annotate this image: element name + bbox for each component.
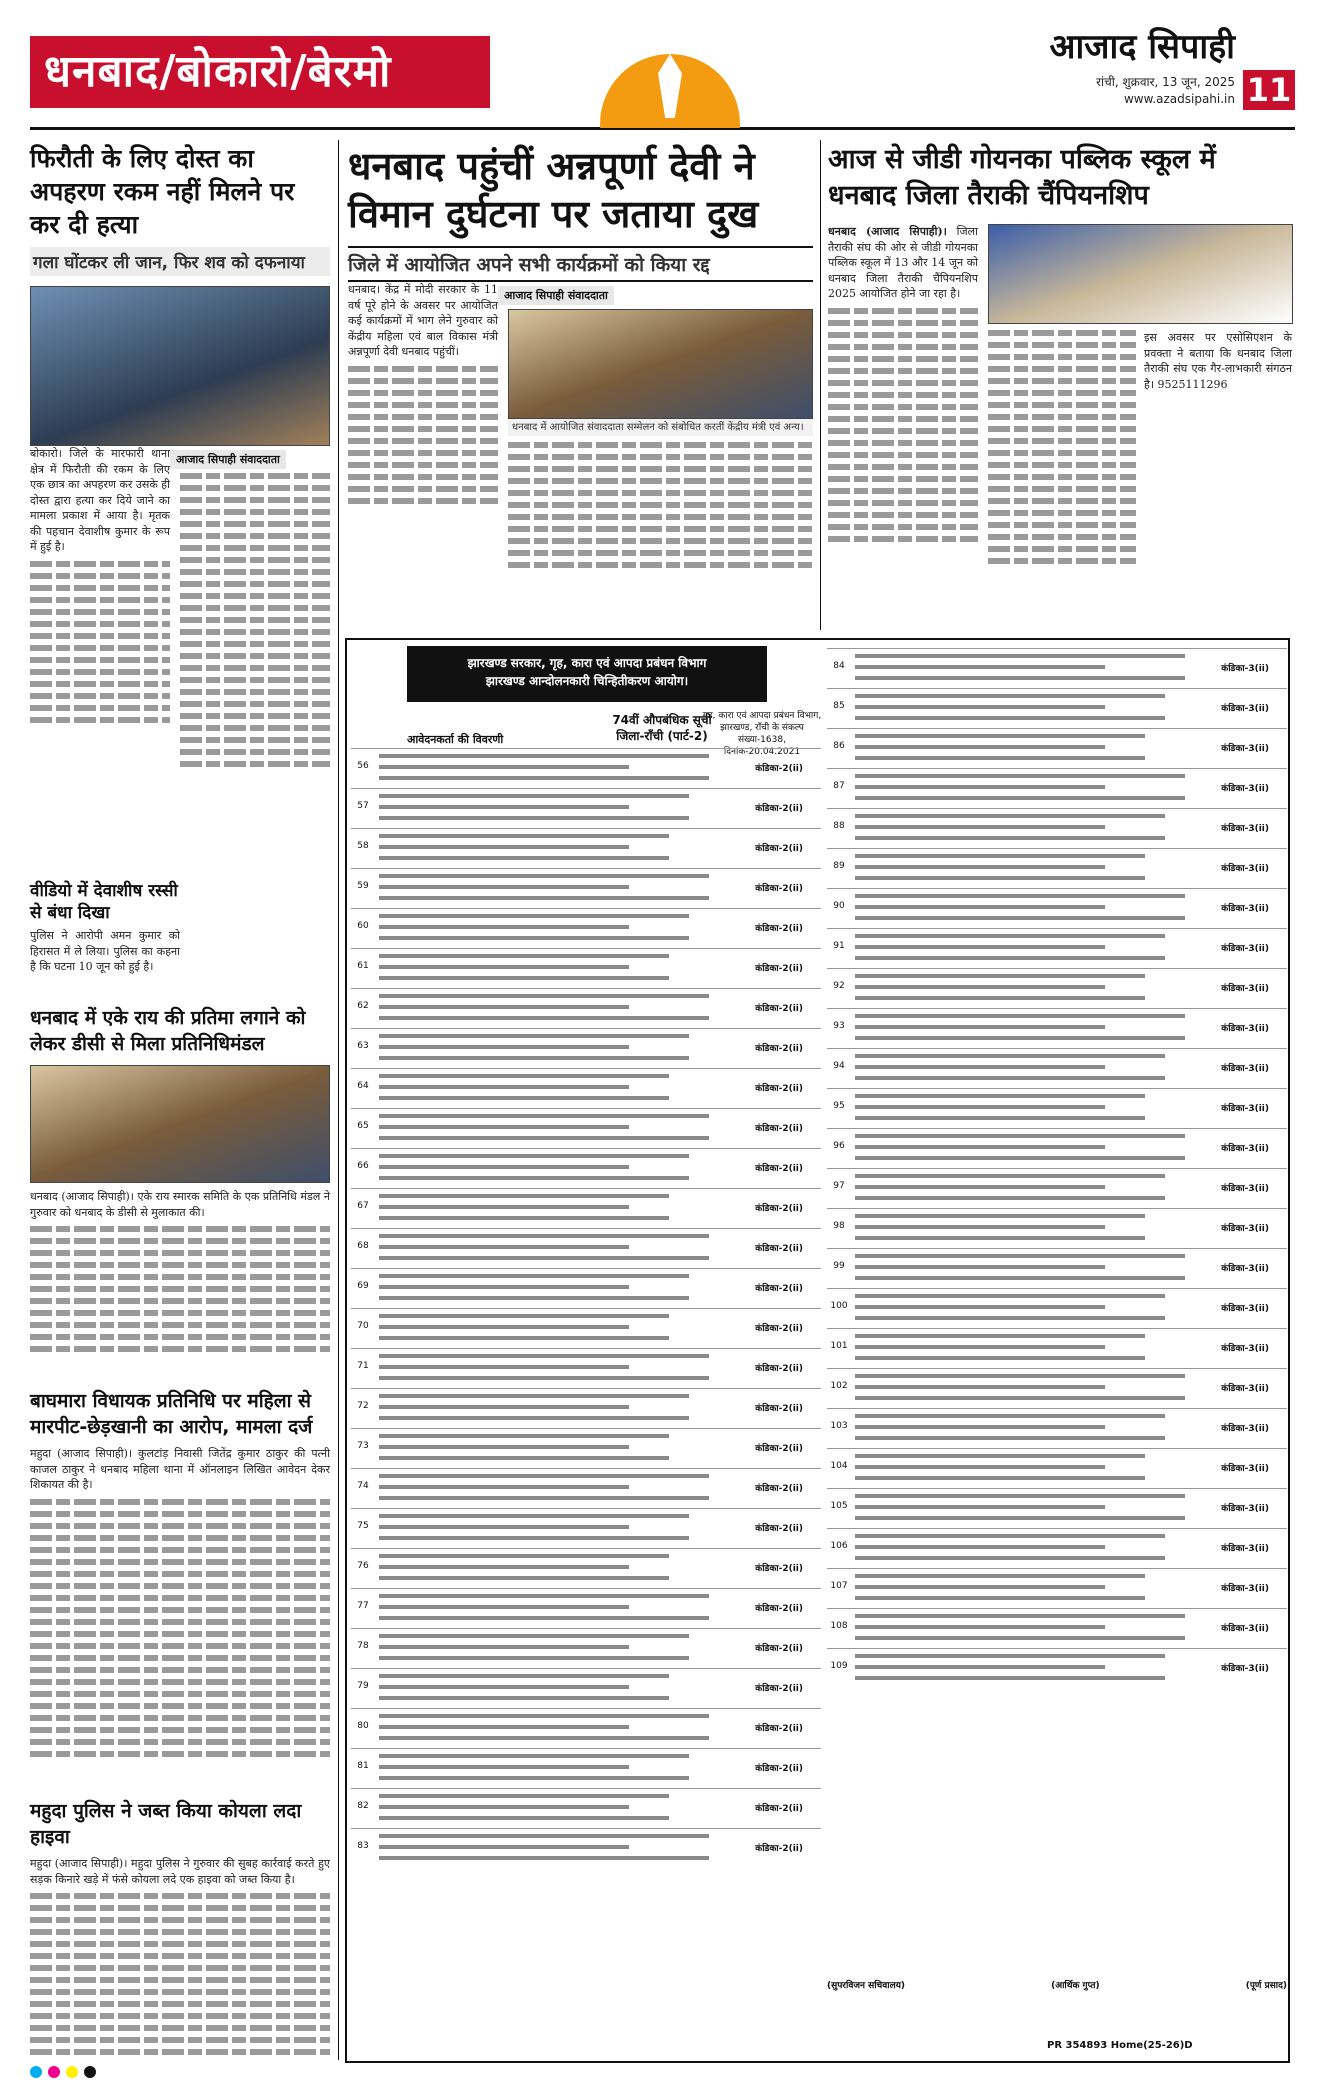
story1-subhead: गला घोंटकर ली जान, फिर शव को दफनाया	[30, 247, 330, 276]
story-kidnapping	[30, 142, 330, 773]
notice-row-category: कंडिका-2(ii)	[755, 1524, 803, 1534]
notice-row-number: 69	[357, 1281, 369, 1291]
notice-row-category: कंडिका-3(ii)	[1221, 1664, 1269, 1674]
notice-row-number: 63	[357, 1041, 369, 1051]
story3-body	[828, 224, 978, 570]
notice-ref: गृह, कारा एवं आपदा प्रबंधन विभाग, झारखण्ड, राँची के संकल्प संख्या-1638, दिनांक-20.04.2021	[702, 711, 822, 757]
notice-row	[351, 988, 821, 1028]
story3-contact: 9525111296	[1157, 377, 1228, 391]
notice-row-category: कंडिका-3(ii)	[1221, 1544, 1269, 1554]
notice-row-category: कंडिका-2(ii)	[755, 764, 803, 774]
notice-row-category: कंडिका-2(ii)	[755, 1324, 803, 1334]
notice-row	[351, 1468, 821, 1508]
notice-row-category: कंडिका-2(ii)	[755, 884, 803, 894]
notice-row-category: कंडिका-2(ii)	[755, 924, 803, 934]
notice-row-category: कंडिका-2(ii)	[755, 1564, 803, 1574]
notice-row-number: 87	[833, 781, 845, 791]
notice-row	[827, 808, 1287, 848]
notice-header-line1: झारखण्ड सरकार, गृह, कारा एवं आपदा प्रबंधन विभाग	[467, 656, 707, 670]
notice-row-category: कंडिका-2(ii)	[755, 1684, 803, 1694]
notice-row-number: 58	[357, 841, 369, 851]
story3-photo	[988, 224, 1293, 324]
story4-headline: धनबाद में एके राय की प्रतिमा लगाने को लेकर डीसी से मिला प्रतिनिधिमंडल	[30, 1007, 306, 1055]
notice-row	[827, 1088, 1287, 1128]
notice-row-category: कंडिका-3(ii)	[1221, 1384, 1269, 1394]
notice-row	[351, 1668, 821, 1708]
story1-sub2	[30, 880, 180, 975]
notice-list-title: 74वीं औपबंधिक सूची	[612, 713, 712, 727]
notice-row-number: 105	[830, 1501, 848, 1511]
notice-row-category: कंडिका-2(ii)	[755, 1844, 803, 1854]
notice-row-category: कंडिका-2(ii)	[755, 1764, 803, 1774]
story5-headline: बाघमारा विधायक प्रतिनिधि पर महिला से मारपीट-छेड़खानी का आरोप, मामला दर्ज	[30, 1390, 313, 1438]
notice-row-category: कंडिका-2(ii)	[755, 1004, 803, 1014]
notice-row-category: कंडिका-3(ii)	[1221, 1304, 1269, 1314]
notice-row-number: 73	[357, 1441, 369, 1451]
notice-row-category: कंडिका-2(ii)	[755, 1604, 803, 1614]
notice-row	[827, 1328, 1287, 1368]
notice-row-number: 102	[830, 1381, 848, 1391]
notice-row-category: कंडिका-2(ii)	[755, 1284, 803, 1294]
notice-row-number: 74	[357, 1481, 369, 1491]
story4-photo	[30, 1065, 330, 1183]
notice-row-category: कंडिका-3(ii)	[1221, 744, 1269, 754]
notice-row	[351, 1708, 821, 1748]
notice-row-category: कंडिका-3(ii)	[1221, 944, 1269, 954]
section-title: धनबाद/बोकारो/बेरमो	[30, 36, 490, 108]
page-number: 11	[1243, 70, 1295, 110]
notice-row-number: 79	[357, 1681, 369, 1691]
notice-row-number: 70	[357, 1321, 369, 1331]
notice-row	[351, 1828, 821, 1868]
story-swimming	[828, 142, 1293, 570]
notice-row	[351, 1348, 821, 1388]
notice-row-number: 59	[357, 881, 369, 891]
notice-row-category: कंडिका-3(ii)	[1221, 704, 1269, 714]
notice-row-number: 77	[357, 1601, 369, 1611]
notice-row-number: 76	[357, 1561, 369, 1571]
story1-sub2-body: पुलिस ने आरोपी अमन कुमार को हिरासत में ले लिया। पुलिस का कहना है कि घटना 10 जून को हुई है।	[30, 929, 180, 973]
notice-row-category: कंडिका-2(ii)	[755, 1724, 803, 1734]
notice-row-number: 67	[357, 1201, 369, 1211]
notice-row-number: 82	[357, 1801, 369, 1811]
notice-row-category: कंडिका-3(ii)	[1221, 784, 1269, 794]
notice-pr-number: PR 354893 Home(25-26)D	[1047, 2040, 1193, 2051]
notice-row	[351, 1748, 821, 1788]
notice-row-category: कंडिका-2(ii)	[755, 1124, 803, 1134]
date-text: रांची, शुक्रवार, 13 जून, 2025	[1096, 75, 1235, 89]
notice-row-number: 104	[830, 1461, 848, 1471]
notice-row-category: कंडिका-3(ii)	[1221, 1104, 1269, 1114]
story3-headline: आज से जीडी गोयनका पब्लिक स्कूल में धनबाद जिला तैराकी चैंपियनशिप	[828, 144, 1216, 211]
notice-row-number: 71	[357, 1361, 369, 1371]
story-coal	[30, 1798, 330, 2061]
masthead	[30, 22, 1295, 130]
notice-header	[407, 646, 767, 702]
story1-photo	[30, 286, 330, 446]
story1-sub2-headline: वीडियो में देवाशीष रस्सी से बंधा दिखा	[30, 881, 178, 923]
story1-byline: आजाद सिपाही संवाददाता	[170, 450, 286, 469]
notice-row-category: कंडिका-3(ii)	[1221, 824, 1269, 834]
notice-row	[351, 1588, 821, 1628]
notice-row-category: कंडिका-2(ii)	[755, 1204, 803, 1214]
notice-row	[351, 1228, 821, 1268]
notice-row-number: 95	[833, 1101, 845, 1111]
notice-row-category: कंडिका-2(ii)	[755, 1044, 803, 1054]
notice-row	[827, 1128, 1287, 1168]
notice-row	[351, 1388, 821, 1428]
notice-rows-left	[351, 748, 821, 1868]
notice-row-category: कंडिका-2(ii)	[755, 964, 803, 974]
notice-row-category: कंडिका-2(ii)	[755, 1244, 803, 1254]
notice-row	[827, 888, 1287, 928]
notice-row	[351, 1188, 821, 1228]
notice-row	[351, 868, 821, 908]
notice-row-category: कंडिका-3(ii)	[1221, 1224, 1269, 1234]
notice-row-number: 101	[830, 1341, 848, 1351]
notice-row	[351, 1148, 821, 1188]
notice-row-number: 96	[833, 1141, 845, 1151]
story3-body2-text: इस अवसर पर एसोसिएशन के प्रवक्ता ने बताया कि धनबाद जिला तैराकी संघ एक गैर-लाभकारी संगठन है।	[1144, 331, 1292, 391]
notice-row	[827, 1208, 1287, 1248]
notice-row	[827, 1008, 1287, 1048]
notice-row-number: 93	[833, 1021, 845, 1031]
notice-row-number: 86	[833, 741, 845, 751]
notice-row-category: कंडिका-2(ii)	[755, 804, 803, 814]
notice-row-number: 80	[357, 1721, 369, 1731]
notice-row	[351, 1308, 821, 1348]
notice-row	[827, 768, 1287, 808]
notice-row	[827, 1288, 1287, 1328]
notice-row-number: 107	[830, 1581, 848, 1591]
notice-signatories	[827, 1980, 1287, 1993]
notice-row-category: कंडिका-2(ii)	[755, 1644, 803, 1654]
notice-row-category: कंडिका-3(ii)	[1221, 1064, 1269, 1074]
notice-row-number: 106	[830, 1541, 848, 1551]
notice-row-category: कंडिका-3(ii)	[1221, 904, 1269, 914]
story3-body2	[1144, 330, 1292, 570]
brand-name: आजाद सिपाही	[1049, 27, 1235, 67]
notice-row	[827, 1488, 1287, 1528]
notice-row-category: कंडिका-2(ii)	[755, 1084, 803, 1094]
notice-row-number: 78	[357, 1641, 369, 1651]
notice-row-number: 75	[357, 1521, 369, 1531]
story1-body: बोकारो। जिले के मारफारी थाना क्षेत्र में फिरौती की रकम के लिए एक छात्र का अपहरण कर उसके ही दोस्त द्वारा हत्या कर दिये जाने का मामला प्रकाश में आया है। मृतक की पहचान देवाशीष कुमार के रूप में हुई है।	[30, 447, 170, 553]
notice-row-category: कंडिका-2(ii)	[755, 1444, 803, 1454]
notice-signatory: (पूर्ण प्रसाद)	[1245, 1981, 1287, 1991]
notice-row-number: 65	[357, 1121, 369, 1131]
notice-row	[827, 1168, 1287, 1208]
color-registration-marks	[30, 2066, 96, 2078]
notice-row	[351, 1628, 821, 1668]
notice-row	[827, 728, 1287, 768]
notice-row	[351, 1548, 821, 1588]
notice-row-category: कंडिका-2(ii)	[755, 1404, 803, 1414]
notice-row	[351, 1028, 821, 1068]
notice-signatory: (सुपरविजन सचिवालय)	[827, 1981, 906, 1991]
notice-row-category: कंडिका-3(ii)	[1221, 1504, 1269, 1514]
story6-headline: महुदा पुलिस ने जब्त किया कोयला लदा हाइवा	[30, 1800, 302, 1848]
notice-col-header: आवेदनकर्ता की विवरणी	[407, 733, 504, 746]
story-baghmara	[30, 1388, 330, 1763]
notice-row-number: 68	[357, 1241, 369, 1251]
notice-row	[827, 848, 1287, 888]
story-ak-roy	[30, 1005, 330, 1358]
notice-row-number: 72	[357, 1401, 369, 1411]
notice-row	[351, 748, 821, 788]
notice-row	[351, 1428, 821, 1468]
notice-row	[351, 1788, 821, 1828]
story2-subhead: जिले में आयोजित अपने सभी कार्यक्रमों को किया रद्द	[348, 246, 813, 282]
notice-row-number: 108	[830, 1621, 848, 1631]
notice-row	[827, 1368, 1287, 1408]
notice-row-number: 99	[833, 1261, 845, 1271]
notice-row-number: 90	[833, 901, 845, 911]
notice-row-number: 109	[830, 1661, 848, 1671]
notice-row-number: 88	[833, 821, 845, 831]
notice-row-number: 89	[833, 861, 845, 871]
story6-body: महुदा (आजाद सिपाही)। महुदा पुलिस ने गुरुवार की सुबह कार्रवाई करते हुए सड़क किनारे खड़े में फंसे कोयला लदे एक हाइवा को जब्त किया है।	[30, 1857, 330, 1886]
notice-row	[827, 1648, 1287, 1688]
notice-row-number: 60	[357, 921, 369, 931]
story3-byline: धनबाद (आजाद सिपाही)।	[828, 225, 947, 238]
notice-row	[351, 948, 821, 988]
notice-row-category: कंडिका-3(ii)	[1221, 1344, 1269, 1354]
dateline	[1096, 74, 1235, 108]
notice-row-category: कंडिका-3(ii)	[1221, 984, 1269, 994]
notice-row	[827, 1608, 1287, 1648]
notice-signatory: (आर्थिक गुप्त)	[1051, 1981, 1100, 1991]
notice-row-category: कंडिका-2(ii)	[755, 1804, 803, 1814]
notice-row-number: 57	[357, 801, 369, 811]
notice-row-number: 64	[357, 1081, 369, 1091]
notice-rows-right	[827, 648, 1287, 1688]
notice-row-number: 100	[830, 1301, 848, 1311]
notice-row	[351, 828, 821, 868]
notice-row-number: 56	[357, 761, 369, 771]
notice-row-number: 83	[357, 1841, 369, 1851]
notice-row	[351, 1508, 821, 1548]
notice-row-category: कंडिका-3(ii)	[1221, 1464, 1269, 1474]
notice-row-number: 97	[833, 1181, 845, 1191]
story2-body: धनबाद। केंद्र में मोदी सरकार के 11 वर्ष पूरे होने के अवसर पर आयोजित कई कार्यक्रमों में भाग लेने गुरुवार को केंद्रीय महिला एवं बाल विकास मंत्री अन्नपूर्णा देवी धनबाद पहुंचीं।	[348, 283, 498, 358]
notice-header-line2: झारखण्ड आन्दोलनकारी चिन्हितीकरण आयोग।	[485, 674, 689, 688]
notice-row	[351, 1068, 821, 1108]
notice-row-category: कंडिका-3(ii)	[1221, 864, 1269, 874]
story2-photo	[508, 309, 813, 419]
notice-row-category: कंडिका-2(ii)	[755, 1164, 803, 1174]
notice-row-number: 92	[833, 981, 845, 991]
sun-logo-icon	[600, 32, 740, 128]
notice-row	[827, 1528, 1287, 1568]
notice-row	[827, 1568, 1287, 1608]
notice-row	[827, 1408, 1287, 1448]
notice-row-category: कंडिका-3(ii)	[1221, 1144, 1269, 1154]
story1-headline: फिरौती के लिए दोस्त का अपहरण रकम नहीं मिलने पर कर दी हत्या	[30, 144, 295, 239]
story4-body: धनबाद (आजाद सिपाही)। एके राय स्मारक समिति के एक प्रतिनिधि मंडल ने गुरुवार को धनबाद के डीसी से मुलाकात की।	[30, 1190, 330, 1219]
notice-row-number: 81	[357, 1761, 369, 1771]
website-text: www.azadsipahi.in	[1123, 92, 1235, 106]
notice-row-number: 84	[833, 661, 845, 671]
notice-row-number: 98	[833, 1221, 845, 1231]
notice-row-category: कंडिका-3(ii)	[1221, 1184, 1269, 1194]
notice-row-category: कंडिका-3(ii)	[1221, 1584, 1269, 1594]
notice-row	[827, 1448, 1287, 1488]
notice-row-category: कंडिका-3(ii)	[1221, 1624, 1269, 1634]
notice-row	[827, 688, 1287, 728]
notice-row-number: 94	[833, 1061, 845, 1071]
story-annapurna	[348, 142, 813, 574]
story2-caption: धनबाद में आयोजित संवाददाता सम्मेलन को संबोधित करतीं केंद्रीय मंत्री एवं अन्य।	[508, 419, 813, 436]
notice-row	[827, 928, 1287, 968]
notice-row-number: 66	[357, 1161, 369, 1171]
notice-row	[827, 1248, 1287, 1288]
notice-row-number: 91	[833, 941, 845, 951]
notice-row-number: 62	[357, 1001, 369, 1011]
government-notice	[345, 638, 1290, 2063]
notice-row-category: कंडिका-3(ii)	[1221, 1264, 1269, 1274]
notice-row-category: कंडिका-3(ii)	[1221, 1424, 1269, 1434]
notice-row-category: कंडिका-2(ii)	[755, 1484, 803, 1494]
notice-row-number: 103	[830, 1421, 848, 1431]
notice-row-category: कंडिका-3(ii)	[1221, 1024, 1269, 1034]
notice-row	[351, 908, 821, 948]
story3-body-text: जिला तैराकी संघ की ओर से जीडी गोयनका पब्लिक स्कूल में 13 और 14 जून को धनबाद जिला तैराकी चैंपियनशिप 2025 आयोजित होने जा रहा है।	[828, 225, 978, 300]
notice-row	[351, 788, 821, 828]
notice-footer	[827, 1970, 1287, 1993]
notice-row-category: कंडिका-2(ii)	[755, 844, 803, 854]
notice-row	[351, 1268, 821, 1308]
notice-list-sub: जिला-राँची (पार्ट-2)	[616, 729, 708, 743]
notice-row	[351, 1108, 821, 1148]
notice-row	[827, 968, 1287, 1008]
story2-headline: धनबाद पहुंचीं अन्नपूर्णा देवी ने विमान दुर्घटना पर जताया दुख	[348, 144, 759, 236]
notice-row	[827, 1048, 1287, 1088]
notice-row-category: कंडिका-2(ii)	[755, 1364, 803, 1374]
notice-row-number: 85	[833, 701, 845, 711]
notice-row-category: कंडिका-3(ii)	[1221, 664, 1269, 674]
story2-byline: आजाद सिपाही संवाददाता	[498, 286, 614, 305]
story5-body: महुदा (आजाद सिपाही)। कुलटांड़ निवासी जितेंद्र कुमार ठाकुर की पत्नी काजल ठाकुर ने धनबाद महिला थाना में ऑनलाइन लिखित आवेदन देकर शिकायत की है।	[30, 1447, 330, 1491]
notice-row-number: 61	[357, 961, 369, 971]
notice-row	[827, 648, 1287, 688]
